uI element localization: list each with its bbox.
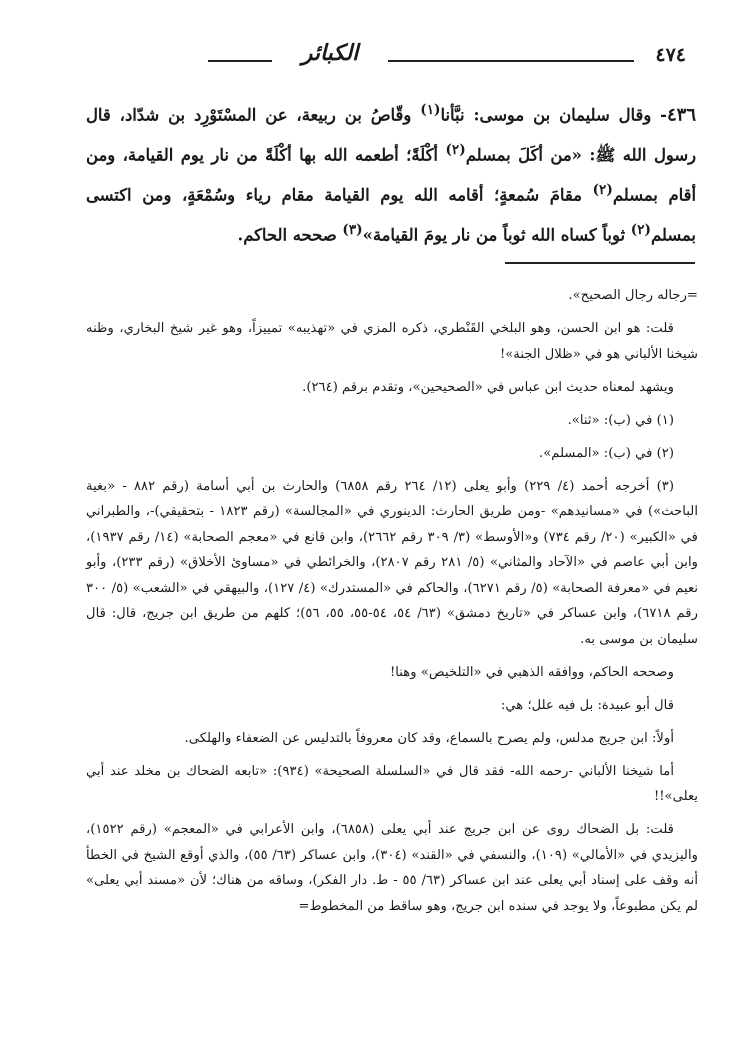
page-header: [86, 40, 686, 74]
hadith-grade: صححه الحاكم.: [237, 225, 343, 245]
footnote-ref: (٢): [592, 181, 613, 198]
footnote-separator: [505, 262, 695, 264]
footnote-paragraph: قلت: هو ابن الحسن، وهو البلخي القَنْطري، ذكره المزي في «تهذيبه» تمييزاً، وهو غير شيخ البخاري، وظنه شيخنا الألباني هو في «ظلال الجنة»!: [86, 321, 698, 362]
footnote-paragraph: (٢) في (ب): «المسلم».: [539, 445, 674, 461]
hadith-block: [86, 93, 696, 253]
header-rule: [388, 60, 634, 62]
hadith-text: - وقال سليمان بن موسى: نبَّأنا: [440, 105, 667, 125]
hadith-text: ثوباً كساه الله ثوباً من نار يومَ القيامة»: [362, 225, 631, 245]
footnote-paragraph: (٣) أخرجه أحمد (٤/ ٢٢٩) وأبو يعلى (١٢/ ٢٦٤ رقم ٦٨٥٨) والحارث بن أبي أسامة (رقم ٨٨٢ - «بغية الباحث») في «مسانيدهم» -ومن طريق الحارث: الدينوري في «المجالسة» (رقم ١٨٢٣ - بتحقيقي)-، والطبراني في «الكبير» (٢٠/ رقم ٧٣٤) و«الأوسط» (٣/ ٣٠٩ رقم ٢٦٦٢)، وابن قانع في «معجم الصحابة» (١٤/ رقم ١٩٣٧)، وابن أبي عاصم في «الآحاد والمثاني» (٥/ ٢٨١ رقم ٢٨٠٧)، والخرائطي في «مساوئ الأخلاق» (رقم ٢٣٣)، وأبو نعيم في «معرفة الصحابة» (٥/ رقم ٦٢٧١)، والحاكم في «المستدرك» (٤/ ١٢٧)، والبيهقي في «الشعب» (٥/ ٣٠٠ رقم ٦٧١٨)، وابن عساكر في «تاريخ دمشق» (٦٣/ ٥٤، ٥٤-٥٥، ٥٥، ٥٦)؛ كلهم من طريق ابن جريج، قال: قال سليمان بن موسى به.: [86, 478, 699, 647]
hadith-text: أكْلَةً؛ أطعمه الله بها أكْلَةً من نار يوم القيامة، ومن أقام بمسلم: [86, 145, 696, 205]
hadith-text: مقامَ سُمعةٍ؛ أقامه الله يوم القيامة مقام رياء وسُمْعَةٍ، ومن اكتسى بمسلم: [86, 185, 696, 245]
footnote-ref: (٢): [445, 141, 466, 158]
page-number: ٤٧٤: [655, 44, 686, 66]
footnotes: [86, 283, 698, 919]
footnote-paragraph: =رجاله رجال الصحيح».: [568, 288, 698, 303]
footnote-paragraph: (١) في (ب): «ثنا».: [567, 412, 674, 428]
header-rule: [208, 60, 272, 62]
hadith-text: وقّاصُ بن ربيعة، عن المسْتَوْرِد بن شدّاد، قال رسول الله ﷺ: «من أكَلَ بمسلم: [86, 105, 696, 165]
footnote-paragraph: قال أبو عبيدة: بل فيه علل؛ هي:: [500, 697, 674, 713]
footnote-paragraph: ويشهد لمعناه حديث ابن عباس في «الصحيحين»، وتقدم برقم (٢٦٤).: [302, 379, 674, 395]
footnote-paragraph: قلت: بل الضحاك روى عن ابن جريج عند أبي يعلى (٦٨٥٨)، وابن الأعرابي في «المعجم» (رقم ١٥٢٢)، واليزيدي في «الأمالي» (١٠٩)، والنسفي في «القند» (٣٠٤)، وابن عساكر (٦٣/ ٥٥)، والذي أوقع الشيخ في الخطأ أنه وقف على إسناد أبي يعلى عند ابن عساكر (٦٣/ ٥٥ - ط. دار الفكر)، وساقه من هناك؛ لأن «مسند أبي يعلى» لم يكن مطبوعاً، ولا يوجد في سنده ابن جريج، وهو ساقط من المخطوط=: [86, 822, 699, 914]
footnote-paragraph: أما شيخنا الألباني -رحمه الله- فقد قال في «السلسلة الصحيحة» (٩٣٤): «تابعه الضحاك بن مخلد عند أبي يعلى»!!: [86, 763, 698, 804]
footnote-paragraph: أولاً: ابن جريج مدلس، ولم يصرح بالسماع، وقد كان معروفاً بالتدليس عن الضعفاء والهلكى.: [184, 730, 674, 746]
hadith-number: ٤٣٦: [667, 104, 697, 126]
footnote-ref: (١): [420, 102, 441, 118]
footnote-ref: (٢): [630, 221, 651, 238]
book-title: الكبائر: [301, 40, 359, 66]
footnote-ref: (٣): [342, 221, 363, 238]
footnote-paragraph: وصححه الحاكم، ووافقه الذهبي في «التلخيص» وهنا!: [389, 664, 674, 680]
